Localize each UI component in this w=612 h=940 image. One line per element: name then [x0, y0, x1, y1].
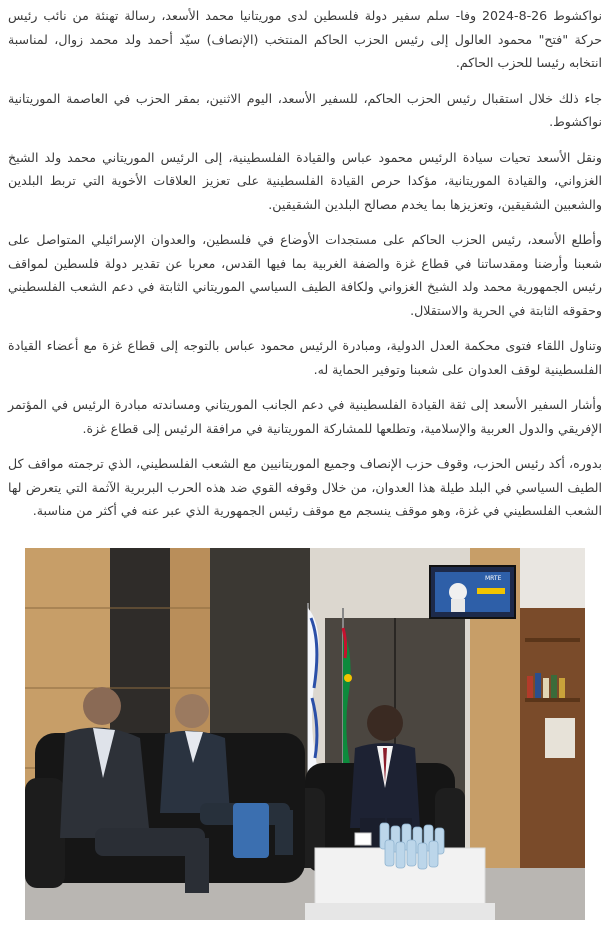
person-guest-2-head: [175, 694, 209, 728]
paragraph-5: وتناول اللقاء فتوى محكمة العدل الدولية، ومبادرة الرئيس محمود عباس بالتوجه إلى قطاع غزة مع أعضاء القيادة الفلسطينية لوقف العدوان على شعبنا وتوفير الحماية له.: [8, 338, 602, 377]
person-host-head: [367, 705, 403, 741]
paragraph-4: وأطلع الأسعد، رئيس الحزب الحاكم على مستجدات الأوضاع في فلسطين، والعدوان الإسرائيلي المتواصل على شعبنا وأرضنا ومقدساتنا في قطاع غزة والضفة الغربية بما فيها القدس، معربا عن تقدير دولة فلسطين لمواقف رئيس الجمهورية محمد ولد الشيخ الغزواني ولكافة الطيف السياسي الموريتاني الثابتة في دعم الشعب الفلسطيني وحقوقه الثابتة في الحرية والاستقلال.: [8, 232, 602, 318]
meeting-photo: [25, 548, 585, 920]
paragraph-6: وأشار السفير الأسعد إلى ثقة القيادة الفلسطينية في دعم الجانب الموريتاني ومساندته مبادرة الرئيس في المؤتمر الإفريقي والدول العربية والإسلامية، وتطلعها للمشاركة الموريتانية في مرافقة الرئيس إلى قطاع غزة.: [8, 397, 602, 436]
paragraph-3: ونقل الأسعد تحيات سيادة الرئيس محمود عباس والقيادة الفلسطينية، إلى الرئيس الموريتاني محمد ولد الشيخ الغزواني، والقيادة الموريتانية، مؤكدا حرص القيادة الفلسطينية على تعزيز العلاقات الأخوية التي تربط البلدين والشعبين الشقيقين، وتعزيزها بما يخدم مصالح البلدين الشقيقين.: [8, 149, 602, 212]
paragraph-dateline: نواكشوط 26-8-2024 وفا- سلم سفير دولة فلسطين لدى موريتانيا محمد الأسعد، رسالة تهنئة من نائب رئيس حركة "فتح" محمود العالول إلى رئيس الحزب الحاكم المنتخب (الإنصاف) سيّد أحمد ولد محمد زوال، لمناسبة انتخابه رئيسا للحزب الحاكم.: [8, 8, 603, 70]
paragraph-7: بدوره، أكد رئيس الحزب، وقوف حزب الإنصاف وجميع الموريتانيين مع الشعب الفلسطيني، الذي ترجمته مواقف كل الطيف السياسي في البلد طيلة هذا العدوان، من خلال وقوفه القوي ضد هذه الحرب البربرية الآثمة التي يتعرض لها الشعب الفلسطيني في غزة، وهو موقف ينسجم مع موقف رئيس الجمهورية الذي عبر عنه في أكثر من مناسبة.: [8, 456, 602, 518]
paragraph-2: جاء ذلك خلال استقبال رئيس الحزب الحاكم، للسفير الأسعد، اليوم الاثنين، بمقر الحزب في العاصمة الموريتانية نواكشوط.: [8, 90, 602, 129]
tv-channel-logo: MRTE: [485, 575, 502, 582]
person-guest-1-head: [83, 687, 121, 725]
